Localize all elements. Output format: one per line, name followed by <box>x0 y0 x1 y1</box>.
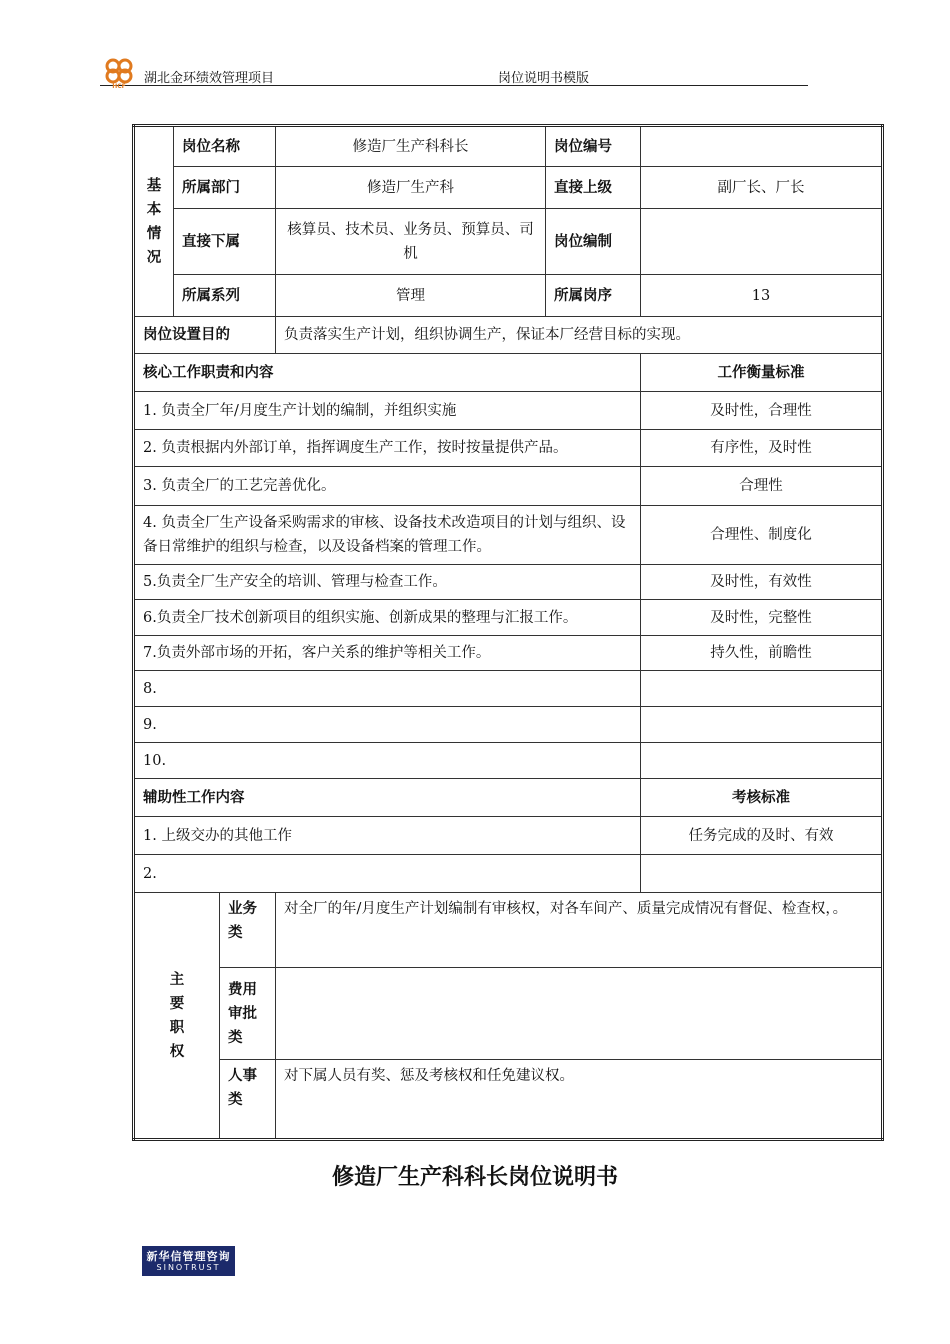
basic-row-3 <box>134 209 883 275</box>
core-item-standard: 合理性 <box>641 467 883 506</box>
basic-label-char: 基 <box>146 177 162 194</box>
powers-label-char: 主 <box>169 971 185 988</box>
aux-header-left: 辅助性工作内容 <box>134 779 641 817</box>
field-label: 岗位编号 <box>546 126 641 167</box>
aux-item-standard <box>641 855 883 893</box>
core-item-standard: 及时性，有效性 <box>641 565 883 600</box>
aux-header-row <box>134 779 883 817</box>
power-row-expense <box>134 968 883 1060</box>
core-item-text: 10. <box>134 743 641 779</box>
core-item-row <box>134 671 883 707</box>
field-label: 所属岗序 <box>546 275 641 317</box>
job-description-table <box>132 124 884 1141</box>
page-header <box>100 55 808 89</box>
core-item-standard: 持久性，前瞻性 <box>641 636 883 671</box>
field-value <box>641 209 883 275</box>
power-category-label: 业务类 <box>220 893 276 968</box>
core-item-text: 8. <box>134 671 641 707</box>
core-item-row <box>134 743 883 779</box>
powers-label-char: 权 <box>169 1043 185 1060</box>
field-label: 所属部门 <box>174 167 276 209</box>
aux-item-row <box>134 855 883 893</box>
core-item-standard <box>641 671 883 707</box>
core-item-text: 3. 负责全厂的工艺完善优化。 <box>134 467 641 506</box>
field-label: 直接下属 <box>174 209 276 275</box>
core-item-text: 6.负责全厂技术创新项目的组织实施、创新成果的整理与汇报工作。 <box>134 600 641 636</box>
logo-text: HCF <box>112 83 126 89</box>
basic-label-char: 情 <box>146 225 162 242</box>
aux-item-text: 2. <box>134 855 641 893</box>
core-item-standard: 合理性、制度化 <box>641 506 883 565</box>
core-item-row <box>134 392 883 430</box>
core-item-row <box>134 506 883 565</box>
field-value: 修造厂生产科科长 <box>276 126 546 167</box>
core-header-right: 工作衡量标准 <box>641 354 883 392</box>
core-item-row <box>134 565 883 600</box>
basic-label-char: 况 <box>146 249 162 266</box>
basic-row-4 <box>134 275 883 317</box>
core-item-row <box>134 600 883 636</box>
core-item-standard: 有序性，及时性 <box>641 430 883 467</box>
footer-logo-en: SINOTRUST <box>156 1263 221 1272</box>
field-label: 直接上级 <box>546 167 641 209</box>
field-label: 所属系列 <box>174 275 276 317</box>
company-logo-icon <box>100 55 140 89</box>
core-item-text: 2. 负责根据内外部订单，指挥调度生产工作，按时按量提供产品。 <box>134 430 641 467</box>
power-text: 对全厂的年/月度生产计划编制有审核权，对各车间产、质量完成情况有督促、检查权，。 <box>276 893 883 968</box>
header-doc-type: 岗位说明书模版 <box>498 71 590 86</box>
field-label: 岗位名称 <box>174 126 276 167</box>
field-value: 13 <box>641 275 883 317</box>
core-item-standard: 及时性，合理性 <box>641 392 883 430</box>
power-row-business <box>134 893 883 968</box>
core-item-row <box>134 636 883 671</box>
core-header-left: 核心工作职责和内容 <box>134 354 641 392</box>
field-value: 管理 <box>276 275 546 317</box>
aux-item-standard: 任务完成的及时、有效 <box>641 817 883 855</box>
basic-row-1 <box>134 126 883 167</box>
field-label: 岗位编制 <box>546 209 641 275</box>
power-row-personnel <box>134 1060 883 1140</box>
powers-section-label <box>134 893 220 1140</box>
basic-row-2 <box>134 167 883 209</box>
basic-label-char: 本 <box>146 201 162 218</box>
core-item-standard <box>641 743 883 779</box>
header-project-name: 湖北金环绩效管理项目 <box>144 71 275 86</box>
core-item-text: 5.负责全厂生产安全的培训、管理与检查工作。 <box>134 565 641 600</box>
core-item-text: 7.负责外部市场的开拓，客户关系的维护等相关工作。 <box>134 636 641 671</box>
field-value: 副厂长、厂长 <box>641 167 883 209</box>
aux-header-right: 考核标准 <box>641 779 883 817</box>
aux-item-row <box>134 817 883 855</box>
power-category-label: 费用审批类 <box>220 968 276 1060</box>
power-text: 对下属人员有奖、惩及考核权和任免建议权。 <box>276 1060 883 1140</box>
powers-label-char: 要 <box>169 995 185 1012</box>
power-category-label: 人事类 <box>220 1060 276 1140</box>
core-item-text: 4. 负责全厂生产设备采购需求的审核、设备技术改造项目的计划与组织、设备日常维护的组织与检查，以及设备档案的管理工作。 <box>134 506 641 565</box>
sinotrust-logo <box>142 1246 235 1276</box>
document-title: 修造厂生产科科长岗位说明书 <box>331 1165 618 1190</box>
core-item-text: 9. <box>134 707 641 743</box>
power-text <box>276 968 883 1060</box>
powers-label-char: 职 <box>169 1019 185 1036</box>
field-value: 核算员、技术员、业务员、预算员、司机 <box>276 209 546 275</box>
footer-logo-cn: 新华信管理咨询 <box>146 1250 231 1263</box>
core-item-row <box>134 707 883 743</box>
purpose-row <box>134 317 883 354</box>
purpose-label: 岗位设置目的 <box>134 317 276 354</box>
field-value <box>641 126 883 167</box>
field-value: 修造厂生产科 <box>276 167 546 209</box>
aux-item-text: 1. 上级交办的其他工作 <box>134 817 641 855</box>
core-item-row <box>134 430 883 467</box>
basic-section-label <box>134 126 174 317</box>
core-item-standard: 及时性，完整性 <box>641 600 883 636</box>
core-item-row <box>134 467 883 506</box>
core-header-row <box>134 354 883 392</box>
core-item-standard <box>641 707 883 743</box>
purpose-text: 负责落实生产计划，组织协调生产，保证本厂经营目标的实现。 <box>276 317 883 354</box>
core-item-text: 1. 负责全厂年/月度生产计划的编制，并组织实施 <box>134 392 641 430</box>
